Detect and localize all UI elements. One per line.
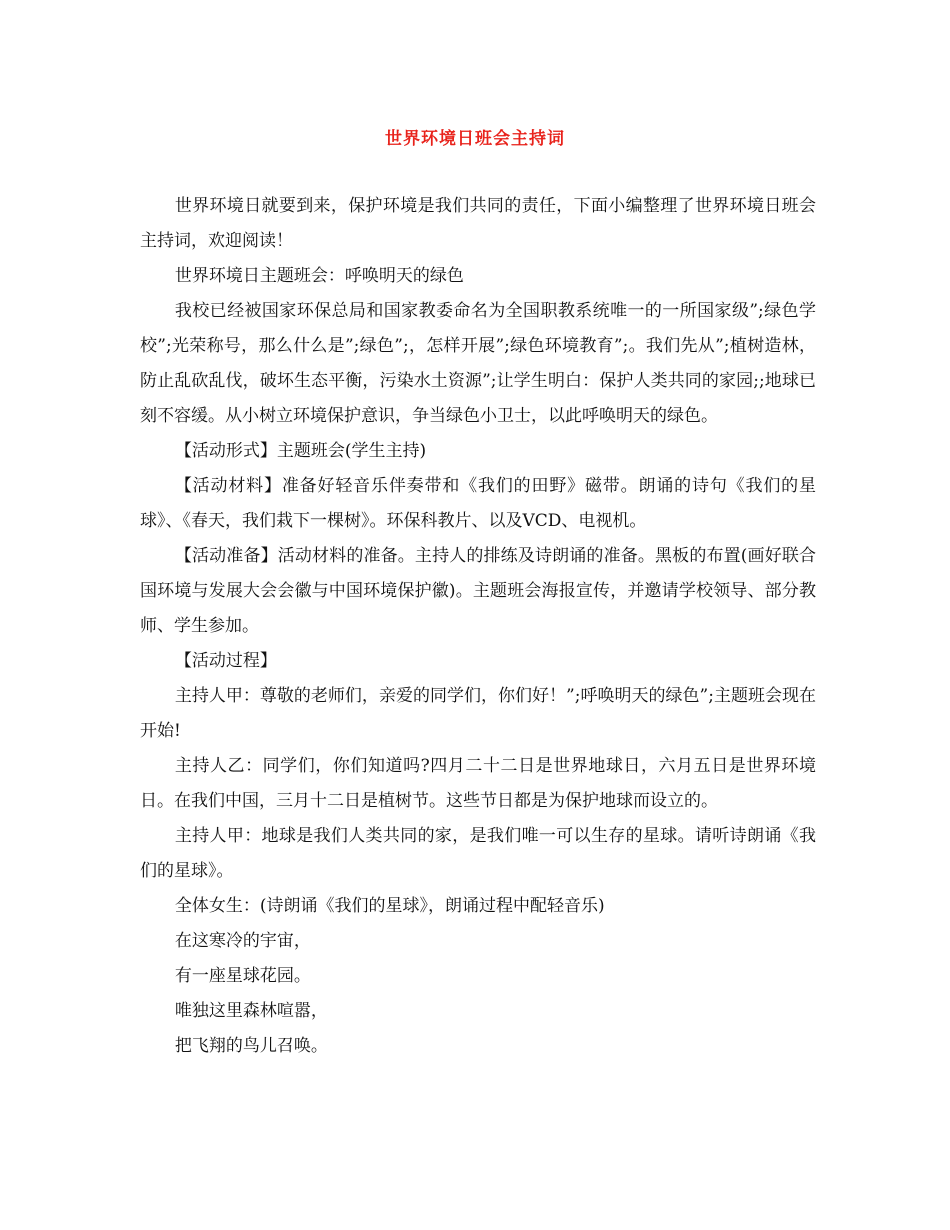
document-body xyxy=(140,189,816,1064)
paragraph-intro: 世界环境日就要到来，保护环境是我们共同的责任，下面小编整理了世界环境日班会主持词，欢迎阅读！ xyxy=(140,196,816,251)
paragraph-activity-form: 【活动形式】主题班会(学生主持) xyxy=(174,441,427,461)
paragraph-host-a-poem-intro: 主持人甲：地球是我们人类共同的家，是我们唯一可以生存的星球。请听诗朗诵《我们的星球》。 xyxy=(140,826,816,881)
paragraph-activity-preparation: 【活动准备】活动材料的准备。主持人的排练及诗朗诵的准备。黑板的布置(画好联合国环境与发展大会会徽与中国环境保护徽)。主题班会海报宣传，并邀请学校领导、部分教师、学生参加。 xyxy=(140,546,816,636)
paragraph-theme: 世界环境日主题班会：呼唤明天的绿色 xyxy=(174,266,464,286)
paragraph-host-b: 主持人乙：同学们，你们知道吗?四月二十二日是世界地球日，六月五日是世界环境日。在我们中国，三月十二日是植树节。这些节日都是为保护地球而设立的。 xyxy=(140,756,816,811)
paragraph-all-girls: 全体女生：(诗朗诵《我们的星球》，朗诵过程中配轻音乐) xyxy=(174,896,605,916)
poem-line: 在这寒冷的宇宙， xyxy=(174,931,311,951)
poem-line: 有一座星球花园。 xyxy=(174,966,311,986)
poem-line: 把飞翔的鸟儿召唤。 xyxy=(174,1036,328,1056)
paragraph-background: 我校已经被国家环保总局和国家教委命名为全国职教系统唯一的一所国家级”;绿色学校”;光荣称号，那么什么是”;绿色”;，怎样开展”;绿色环境教育”;。我们先从”;植树造林，防止乱砍乱伐，破坏生态平衡，污染水土资源”;让学生明白：保护人类共同的家园;;地球已刻不容缓。从小树立环境保护意识，争当绿色小卫士，以此呼唤明天的绿色。 xyxy=(140,301,816,426)
paragraph-activity-process: 【活动过程】 xyxy=(174,651,277,671)
paragraph-activity-materials: 【活动材料】准备好轻音乐伴奏带和《我们的田野》磁带。朗诵的诗句《我们的星球》、《春天，我们栽下一棵树》。环保科教片、以及VCD、电视机。 xyxy=(140,476,816,531)
poem-line: 唯独这里森林喧嚣， xyxy=(174,1001,328,1021)
paragraph-host-a-opening: 主持人甲：尊敬的老师们，亲爱的同学们，你们好！”;呼唤明天的绿色”;主题班会现在开始! xyxy=(140,686,816,741)
document-title: 世界环境日班会主持词 xyxy=(385,129,565,149)
